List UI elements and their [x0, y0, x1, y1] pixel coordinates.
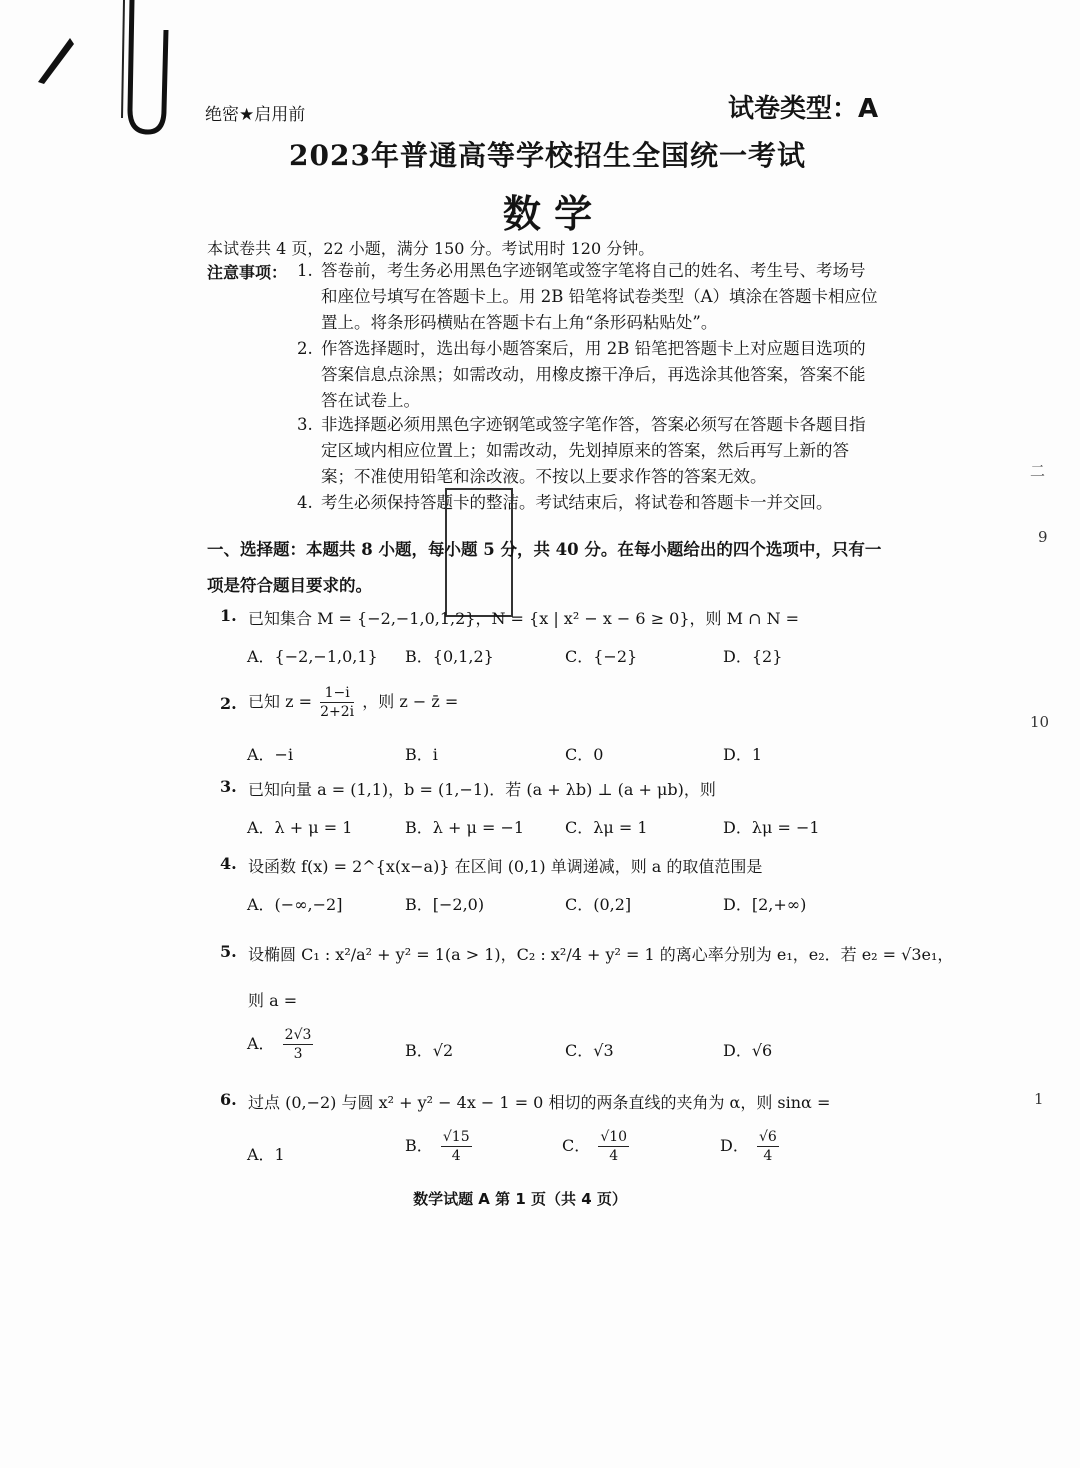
- notice-number: 1.: [297, 261, 313, 280]
- q1-option-b: B．{0,1,2}: [405, 647, 494, 666]
- q4-option-d: D．[2,+∞): [723, 895, 807, 914]
- q3-option-d: D．λμ = −1: [723, 818, 820, 837]
- q6-option-c: [562, 1128, 632, 1165]
- question-number: 4.: [220, 854, 237, 873]
- notice-number: 2.: [297, 339, 313, 358]
- question-text: 已知集合 M = {−2,−1,0,1,2}，N = {x | x² − x − 6 ≥ 0}，则 M ∩ N =: [248, 609, 800, 628]
- question-text: 过点 (0,−2) 与圆 x² + y² − 4x − 1 = 0 相切的两条直线的夹角为 α，则 sinα =: [248, 1093, 831, 1112]
- q5-option-b: B．√2: [405, 1041, 454, 1060]
- notice-number: 3.: [297, 415, 313, 434]
- fraction-denominator: 4: [609, 1148, 619, 1164]
- edge-mark: 1: [1034, 1090, 1044, 1108]
- q3-option-c: C．λμ = 1: [565, 818, 648, 837]
- option-label: D．: [720, 1136, 749, 1155]
- secret-label: 绝密★启用前: [205, 105, 306, 125]
- q1-option-c: C．{−2}: [565, 647, 638, 666]
- q1-option-a: A．{−2,−1,0,1}: [247, 647, 378, 666]
- q4-option-c: C．(0,2]: [565, 895, 632, 914]
- question-number: 6.: [220, 1090, 237, 1109]
- question-text-after: ，则 z − z̄ =: [362, 692, 459, 711]
- fraction-numerator: √6: [758, 1129, 777, 1145]
- q2-option-c: C．0: [565, 745, 604, 764]
- fraction: [283, 1026, 314, 1063]
- fraction-numerator: 2√3: [284, 1027, 312, 1043]
- question-text-before: 已知 z =: [248, 692, 313, 711]
- question-text: 设椭圆 C₁ : x²/a² + y² = 1(a > 1)，C₂ : x²/4 + y² = 1 的离心率分别为 e₁，e₂．若 e₂ = √3e₁，: [248, 945, 954, 964]
- q4-option-b: B．[−2,0): [405, 895, 485, 914]
- fraction: [757, 1128, 779, 1165]
- fraction-numerator: √15: [442, 1129, 470, 1145]
- fraction-numerator: √10: [600, 1129, 628, 1145]
- question-number: 3.: [220, 777, 237, 796]
- edge-mark: 10: [1030, 713, 1050, 731]
- q4-option-a: A．(−∞,−2]: [247, 895, 343, 914]
- question-number: 1.: [220, 606, 237, 625]
- exam-title: 2023年普通高等学校招生全国统一考试: [289, 139, 806, 172]
- subject-title: 数 学: [502, 192, 593, 236]
- q5-option-c: C．√3: [565, 1041, 614, 1060]
- question-text: 设函数 f(x) = 2^{x(x−a)} 在区间 (0,1) 单调递减，则 a 的取值范围是: [248, 857, 763, 876]
- option-label: B．: [405, 1136, 433, 1155]
- q2-option-d: D．1: [723, 745, 763, 764]
- notice-text: 作答选择题时，选出每小题答案后，用 2B 铅笔把答题卡上对应题目选项的答案信息点涂黑；如需改动，用橡皮擦干净后，再选涂其他答案，答案不能答在试卷上。: [321, 339, 866, 410]
- option-label: C．: [562, 1136, 591, 1155]
- q6-option-b: [405, 1128, 475, 1165]
- fraction-denominator: 3: [293, 1046, 303, 1062]
- q3-option-b: B．λ + μ = −1: [405, 818, 525, 837]
- option-label: A．: [247, 1034, 275, 1053]
- fraction-denominator: 4: [763, 1148, 773, 1164]
- q6-option-d: [720, 1128, 782, 1165]
- fraction-denominator: 4: [451, 1148, 461, 1164]
- q2-option-a: A．−i: [247, 745, 294, 764]
- notice-number: 4.: [297, 493, 313, 512]
- fraction-denominator: 2+2i: [320, 704, 355, 720]
- notice-text: 非选择题必须用黑色字迹钢笔或签字笔作答，答案必须写在答题卡各题目指定区域内相应位置上；如需改动，先划掉原来的答案，然后再写上新的答案；不准使用铅笔和涂改液。不按以上要求作答的答案无效。: [321, 415, 866, 486]
- q5-option-a: [247, 1026, 316, 1063]
- question-5-line-2: 则 a =: [248, 991, 298, 1010]
- notice-label: 注意事项：: [207, 263, 288, 282]
- pen-mark-image: [30, 30, 80, 90]
- page-footer: 数学试题 A 第 1 页（共 4 页）: [413, 1190, 627, 1208]
- q5-option-d: D．√6: [723, 1041, 773, 1060]
- paper-type: 试卷类型：A: [728, 94, 879, 124]
- notice-text: 考生必须保持答题卡的整洁。考试结束后，将试卷和答题卡一并交回。: [321, 493, 833, 512]
- q1-option-d: D．{2}: [723, 647, 783, 666]
- edge-mark: 二: [1030, 462, 1046, 480]
- q2-option-b: B．i: [405, 745, 438, 764]
- fraction: [598, 1128, 629, 1165]
- fraction-numerator: 1−i: [320, 684, 354, 703]
- exam-info: 本试卷共 4 页，22 小题，满分 150 分。考试用时 120 分钟。: [207, 239, 655, 258]
- question-number: 2.: [220, 694, 237, 713]
- question-number: 5.: [220, 942, 237, 961]
- question-text: 已知向量 a = (1,1)，b = (1,−1)．若 (a + λb) ⊥ (a + μb)，则: [248, 780, 716, 799]
- paper-clip-image: [110, 0, 170, 140]
- edge-mark: 9: [1038, 528, 1048, 546]
- question-text: [248, 684, 458, 721]
- q6-option-a: A．1: [247, 1145, 285, 1164]
- notice-text: 答卷前，考生务必用黑色字迹钢笔或签字笔将自己的姓名、考生号、考场号和座位号填写在答题卡上。用 2B 铅笔将试卷类型（A）填涂在答题卡相应位置上。将条形码横贴在答题卡右上角“条形码粘贴处”。: [321, 261, 878, 332]
- fraction: [441, 1128, 472, 1165]
- fraction: [320, 684, 354, 721]
- section-heading: 一、选择题：本题共 8 小题，每小题 5 分，共 40 分。在每小题给出的四个选项中，只有一项是符合题目要求的。: [207, 540, 882, 595]
- q3-option-a: A．λ + μ = 1: [247, 818, 353, 837]
